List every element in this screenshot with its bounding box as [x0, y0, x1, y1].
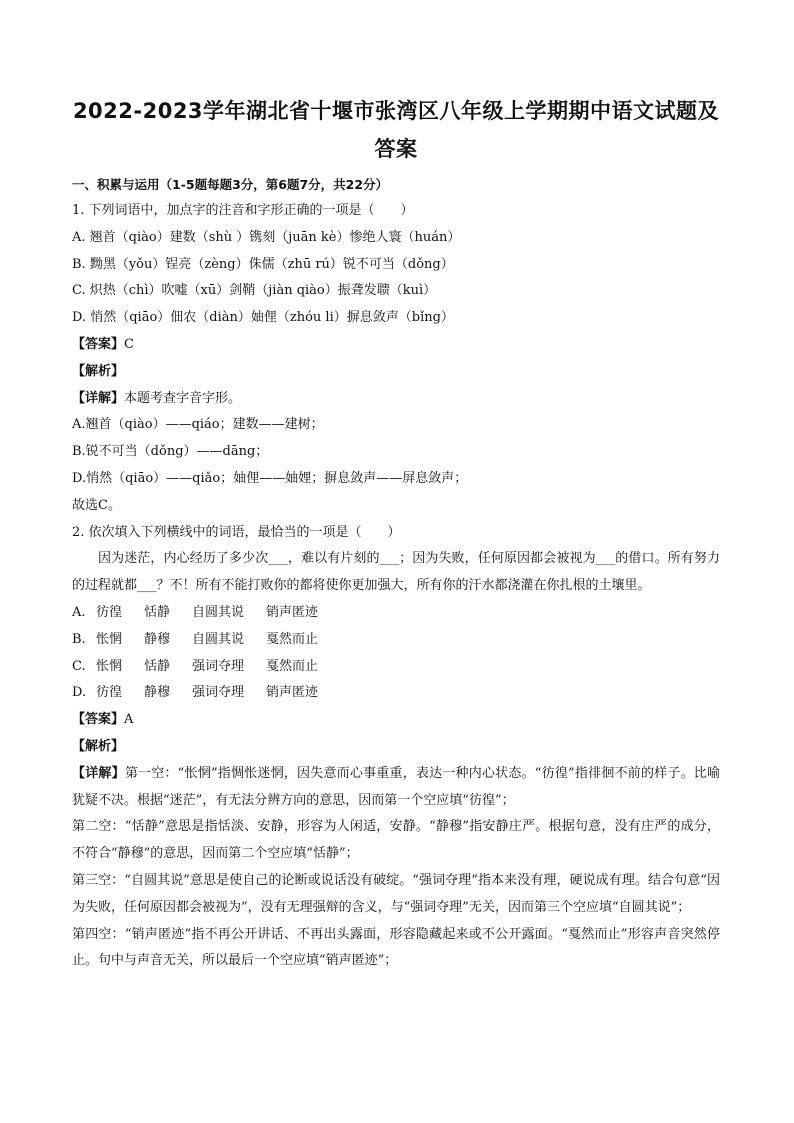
option-word: 销声匿迹: [266, 604, 319, 620]
analysis-tag: 【解析】: [72, 738, 125, 754]
q2-passage: 因为迷茫，内心经历了多少次___，难以有片刻的___；因为失败，任何原因都会被视为___的借口。所有努力的过程就都___？不！所有不能打败你的都将使你更加强大，所有你的汗水都浇灌在你扎根的土壤里。: [72, 551, 720, 594]
option-word: 自圆其说: [192, 604, 245, 620]
q2-detail-text-1: 第一空：“怅惘”指惆怅迷惘，因失意而心事重重，表达一种内心状态。“彷徨”指徘徊不前的样子。比喻犹疑不决。根据“迷茫”，有无法分辨方向的意思，因而第一个空应填“彷徨”；: [72, 765, 720, 808]
option-word: 彷徨: [96, 685, 123, 701]
q2-detail-3: 第三空：“自圆其说”意思是使自己的论断或说话没有破绽。“强词夺理”指本来没有理，硬说成有理。结合句意“因为失败，任何原因都会被视为”，没有无理强辩的含义，与“强词夺理”无关，因而第三个空应填“自圆其说”；: [72, 872, 720, 915]
q2-detail-1: [72, 761, 720, 815]
analysis-tag: 【解析】: [72, 363, 125, 379]
q2-analysis-line: [72, 734, 720, 761]
answer-tag: 【答案】: [72, 712, 125, 728]
q1-option-c: C. 炽热（chì）吹嘘（xū）剑鞘（jiàn qiào）振聋发聩（kuì）: [72, 283, 437, 299]
option-word: 强词夺理: [192, 658, 245, 674]
detail-tag: 【详解】: [72, 765, 125, 781]
answer-tag: 【答案】: [72, 336, 125, 352]
option-key: C.: [72, 658, 86, 674]
option-word: 彷徨: [96, 604, 123, 620]
option-key: D.: [72, 685, 87, 701]
q1-option-b: B. 黝黑（yǒu）锃亮（zèng）侏儒（zhū rú）锐不可当（dǒng）: [72, 256, 454, 272]
q1-option-a: A. 翘首（qiào）建数（shù ）镌刻（juān kè）惨绝人寰（huán）: [72, 229, 461, 245]
q2-option-c: [72, 654, 720, 681]
q1-answer-line: [72, 332, 720, 359]
q2-detail-2: 第二空：“恬静”意思是指恬淡、安静，形容为人闲适，安静。“静穆”指安静庄严。根据句意，没有庄严的成分，不符合“静穆”的意思，因而第二个空应填“恬静”；: [72, 819, 720, 862]
q2-detail-4: 第四空：“销声匿迹”指不再公开讲话、不再出头露面，形容隐藏起来或不公开露面。“戛然而止”形容声音突然停止。句中与声音无关，所以最后一个空应填“销声匿迹”；: [72, 926, 720, 969]
q1-option-d: D. 悄然（qiāo）佃农（diàn）妯俚（zhóu li）摒息敛声（bǐng）: [72, 310, 454, 326]
section-heading: 一、积累与运用（1-5题每题3分，第6题7分，共22分）: [72, 177, 389, 192]
option-word: 静穆: [144, 685, 171, 701]
q1-point-d: D.悄然（qiāo）——qiǎo；妯俚——妯娌；摒息敛声——屏息敛声；: [72, 470, 468, 486]
q2-answer-line: [72, 707, 720, 734]
q1-point-a: A.翘首（qiào）——qiáo；建数——建树；: [72, 417, 324, 433]
q1-analysis-line: [72, 359, 720, 386]
option-word: 自圆其说: [192, 631, 245, 647]
option-word: 恬静: [144, 658, 171, 674]
detail-tag: 【详解】: [72, 390, 125, 406]
q1-detail-line: [72, 386, 720, 413]
q2-stem: 2. 依次填入下列横线中的词语，最恰当的一项是（ ）: [72, 524, 401, 540]
q1-point-b: B.锐不可当（dǒng）——dāng；: [72, 444, 269, 460]
option-word: 强词夺理: [192, 685, 245, 701]
option-word: 怅惘: [96, 658, 123, 674]
option-word: 静穆: [144, 631, 171, 647]
q1-detail: 本题考查字音字形。: [124, 390, 242, 406]
page-title: 2022-2023学年湖北省十堰市张湾区八年级上学期期中语文试题及答案: [72, 99, 720, 161]
option-word: 戛然而止: [266, 631, 319, 647]
option-word: 戛然而止: [266, 658, 319, 674]
q1-stem: 1. 下列词语中，加点字的注音和字形正确的一项是（ ）: [72, 203, 414, 218]
q1-conclusion: 故选C。: [72, 497, 121, 513]
q2-answer: A: [124, 712, 134, 728]
option-word: 恬静: [144, 604, 171, 620]
q2-option-b: [72, 627, 720, 654]
q2-option-d: [72, 680, 720, 707]
option-word: 怅惘: [96, 631, 123, 647]
option-key: A.: [72, 604, 86, 620]
q1-answer: C: [124, 336, 134, 352]
q2-option-a: [72, 600, 720, 627]
option-key: B.: [72, 631, 86, 647]
option-word: 销声匿迹: [266, 685, 319, 701]
